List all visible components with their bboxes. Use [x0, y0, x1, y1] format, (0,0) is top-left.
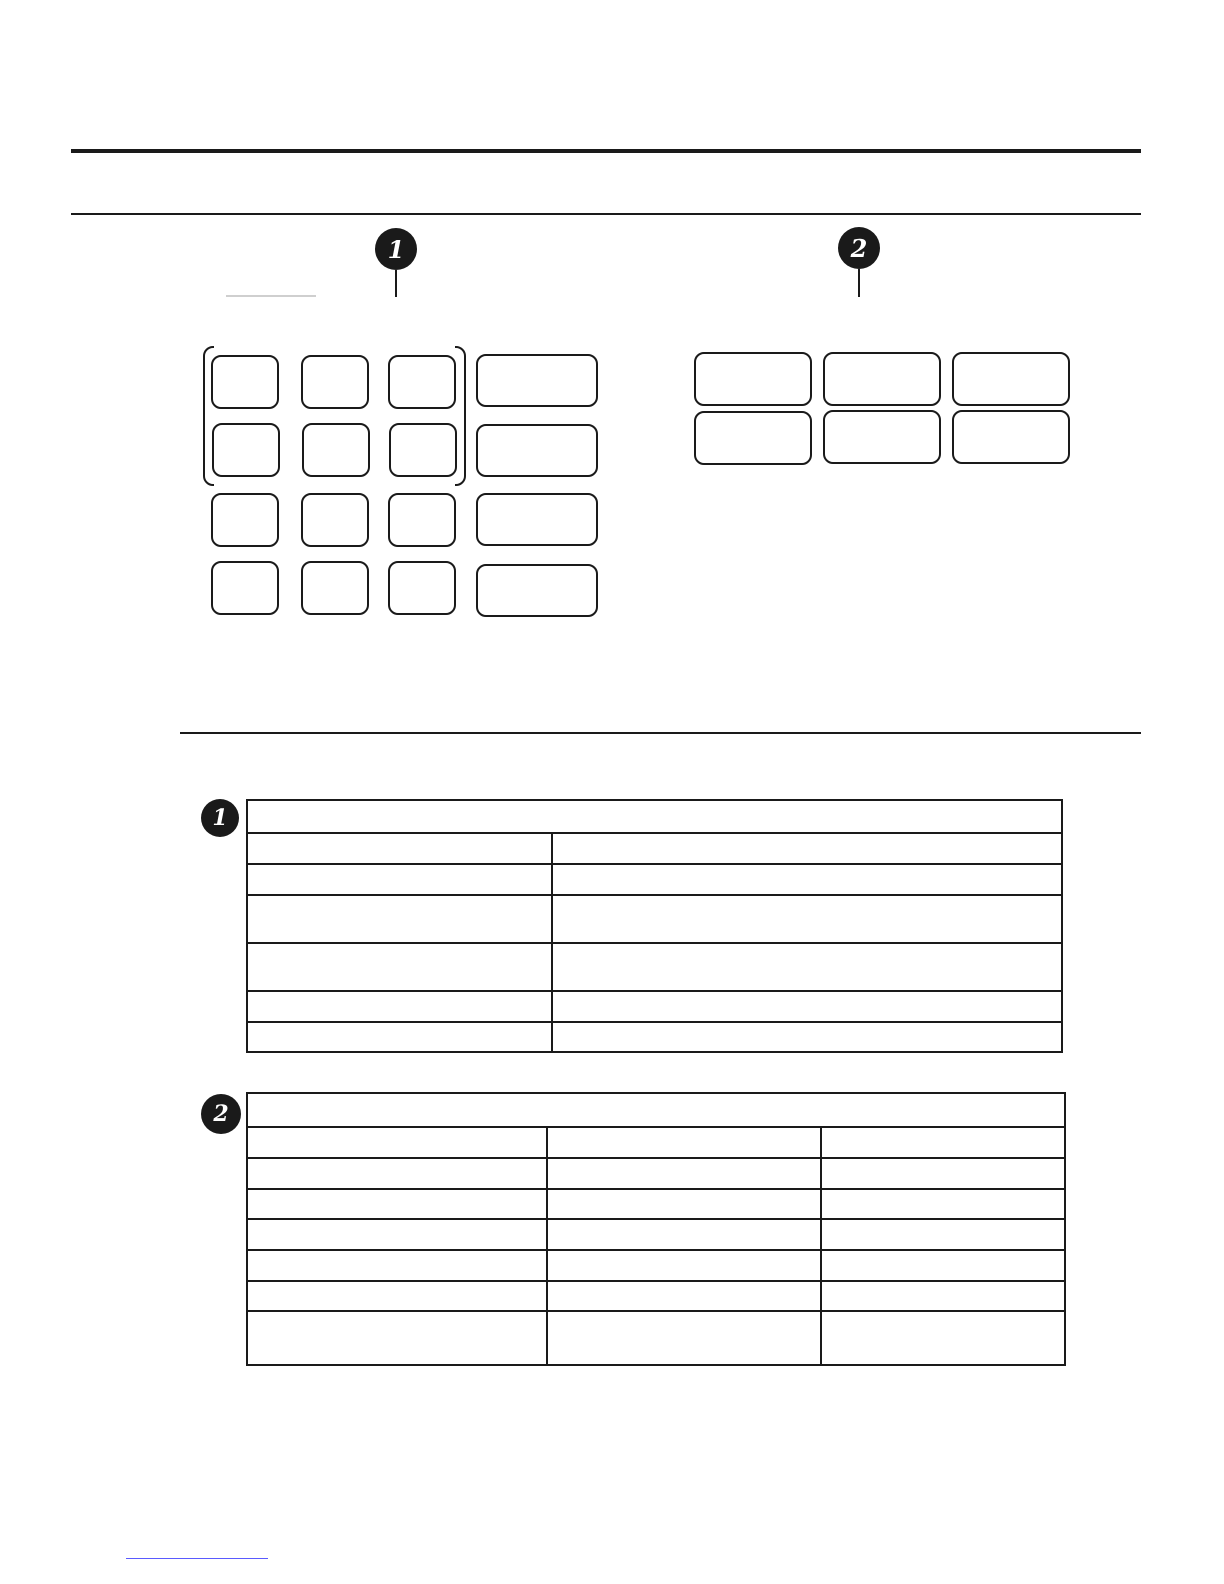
function-button[interactable]: [823, 352, 941, 406]
table-row: [247, 1127, 1065, 1158]
table-cell: [547, 1250, 821, 1281]
table-cell: [247, 1250, 547, 1281]
keypad-key[interactable]: [211, 355, 279, 409]
table-row: [247, 943, 1062, 991]
table-cell: [247, 991, 552, 1022]
keypad-key[interactable]: [211, 561, 279, 615]
function-button[interactable]: [952, 410, 1070, 464]
table-cell: [247, 1127, 547, 1158]
function-button[interactable]: [694, 352, 812, 406]
table-cell: [552, 943, 1062, 991]
keypad-key[interactable]: [301, 355, 369, 409]
table-row: [247, 895, 1062, 943]
table-cell: [547, 1219, 821, 1250]
table-row: [247, 1189, 1065, 1219]
table-cell: [821, 1219, 1065, 1250]
table-row: [247, 1022, 1062, 1052]
keypad-side-key[interactable]: [476, 424, 598, 477]
keypad-key[interactable]: [388, 493, 456, 547]
function-button[interactable]: [952, 352, 1070, 406]
callout-leader-keypad: [395, 270, 397, 297]
table-cell: [547, 1189, 821, 1219]
keypad-side-key[interactable]: [476, 493, 598, 546]
keypad-table: [246, 799, 1063, 1053]
table-cell: [821, 1189, 1065, 1219]
keypad-key[interactable]: [389, 423, 457, 477]
label-underline: [226, 295, 316, 297]
table-cell: [552, 833, 1062, 864]
callout-table-1: 1: [201, 799, 239, 837]
table-row: [247, 833, 1062, 864]
table-cell: [547, 1281, 821, 1311]
table-row: [247, 1219, 1065, 1250]
table-cell: [247, 1158, 547, 1189]
table-cell: [247, 1189, 547, 1219]
keypad-key[interactable]: [212, 423, 280, 477]
keypad-key[interactable]: [301, 493, 369, 547]
table-row: [247, 1311, 1065, 1365]
table-cell: [247, 864, 552, 895]
table-row: [247, 1158, 1065, 1189]
table-cell: [247, 895, 552, 943]
keypad-key[interactable]: [388, 561, 456, 615]
table-cell: [247, 1022, 552, 1052]
keypad-side-key[interactable]: [476, 564, 598, 617]
table-row: [247, 864, 1062, 895]
table-cell: [552, 864, 1062, 895]
table-cell: [247, 943, 552, 991]
table-cell: [247, 833, 552, 864]
header-rule: [71, 213, 1141, 215]
callout-keypad: 1: [375, 228, 417, 270]
table-row: [247, 1250, 1065, 1281]
keypad-side-key[interactable]: [476, 354, 598, 407]
table-cell: [821, 1158, 1065, 1189]
table-row: [247, 991, 1062, 1022]
table-cell: [821, 1250, 1065, 1281]
callout-function-buttons: 2: [838, 227, 880, 269]
table-cell: [547, 1311, 821, 1365]
table-cell: [821, 1127, 1065, 1158]
table-cell: [247, 1219, 547, 1250]
section-rule: [180, 732, 1141, 734]
table-cell: [247, 1281, 547, 1311]
table-cell: [247, 1311, 547, 1365]
footer-link-underline[interactable]: [126, 1558, 268, 1559]
table-row: [247, 1281, 1065, 1311]
keypad-key[interactable]: [302, 423, 370, 477]
table-title: [247, 800, 1062, 833]
callout-table-2: 2: [201, 1094, 241, 1134]
table-title: [247, 1093, 1065, 1127]
table-cell: [547, 1127, 821, 1158]
function-button[interactable]: [694, 411, 812, 465]
keypad-key[interactable]: [301, 561, 369, 615]
keypad-key[interactable]: [211, 493, 279, 547]
keypad-key[interactable]: [388, 355, 456, 409]
table-cell: [547, 1158, 821, 1189]
table-cell: [552, 991, 1062, 1022]
table-cell: [552, 895, 1062, 943]
function-button[interactable]: [823, 410, 941, 464]
table-cell: [821, 1281, 1065, 1311]
function-table: [246, 1092, 1066, 1366]
top-rule: [71, 149, 1141, 153]
callout-leader-function-buttons: [858, 269, 860, 297]
table-cell: [552, 1022, 1062, 1052]
table-cell: [821, 1311, 1065, 1365]
